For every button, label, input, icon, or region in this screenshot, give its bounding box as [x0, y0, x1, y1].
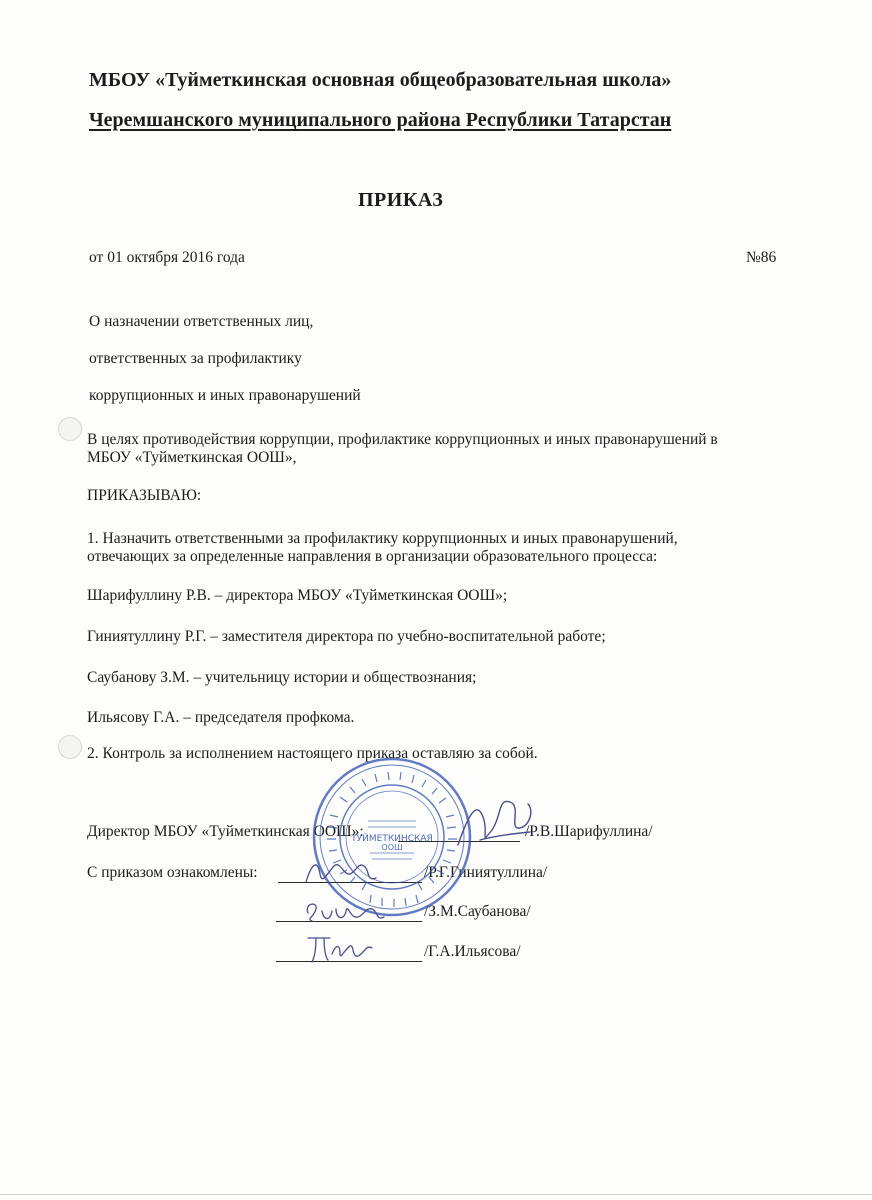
acquainted-name: /Г.А.Ильясова/: [424, 943, 521, 960]
stamp-center-text-1: ТУЙМЕТКИНСКАЯ: [351, 834, 433, 844]
item2: 2. Контроль за исполнением настоящего приказа оставляю за собой.: [87, 745, 538, 762]
director-signature: [450, 790, 540, 860]
director-label: Директор МБОУ «Туйметкинская ООШ»:: [87, 823, 364, 840]
org-name-line-2: Черемшанского муниципального района Республики Татарстан: [89, 109, 672, 131]
appointee-item: Шарифуллину Р.В. – директора МБОУ «Туйметкинская ООШ»;: [87, 587, 508, 604]
page-bottom-edge: [0, 1194, 872, 1195]
order-word: ПРИКАЗЫВАЮ:: [87, 487, 202, 504]
subject-line: О назначении ответственных лиц,: [89, 313, 314, 330]
ginyatullina-signature: [300, 852, 380, 892]
ilyasova-signature: [302, 930, 382, 966]
preamble-line: В целях противодействия коррупции, профилактике коррупционных и иных правонарушений в: [87, 431, 718, 448]
item1-line: отвечающих за определенные направления в организации образовательного процесса:: [87, 548, 658, 565]
acquainted-label: С приказом ознакомлены:: [87, 864, 258, 881]
subject-line: коррупционных и иных правонарушений: [89, 387, 361, 404]
document-number: №86: [746, 249, 777, 266]
appointee-item: Ильясову Г.А. – председателя профкома.: [87, 709, 355, 726]
preamble-line: МБОУ «Туйметкинская ООШ»,: [87, 449, 297, 466]
acquainted-name: /Р.Г.Гиниятуллина/: [424, 864, 548, 881]
saubanova-signature: [300, 893, 390, 929]
stamp-center-text-2: ООШ: [381, 843, 403, 852]
subject-line: ответственных за профилактику: [89, 350, 302, 367]
acquainted-name: /З.М.Саубанова/: [424, 903, 531, 920]
appointee-item: Саубанову З.М. – учительницу истории и обществознания;: [87, 669, 477, 686]
document-title: ПРИКАЗ: [358, 189, 444, 211]
document-date: от 01 октября 2016 года: [89, 249, 245, 266]
item1-line: 1. Назначить ответственными за профилактику коррупционных и иных правонарушений,: [87, 530, 678, 547]
org-name-line-1: МБОУ «Туйметкинская основная общеобразовательная школа»: [89, 69, 672, 91]
director-name: /Р.В.Шарифуллина/: [525, 823, 653, 840]
punch-hole: [58, 735, 82, 759]
appointee-item: Гиниятуллину Р.Г. – заместителя директора по учебно-воспитательной работе;: [87, 628, 606, 645]
punch-hole: [58, 417, 82, 441]
